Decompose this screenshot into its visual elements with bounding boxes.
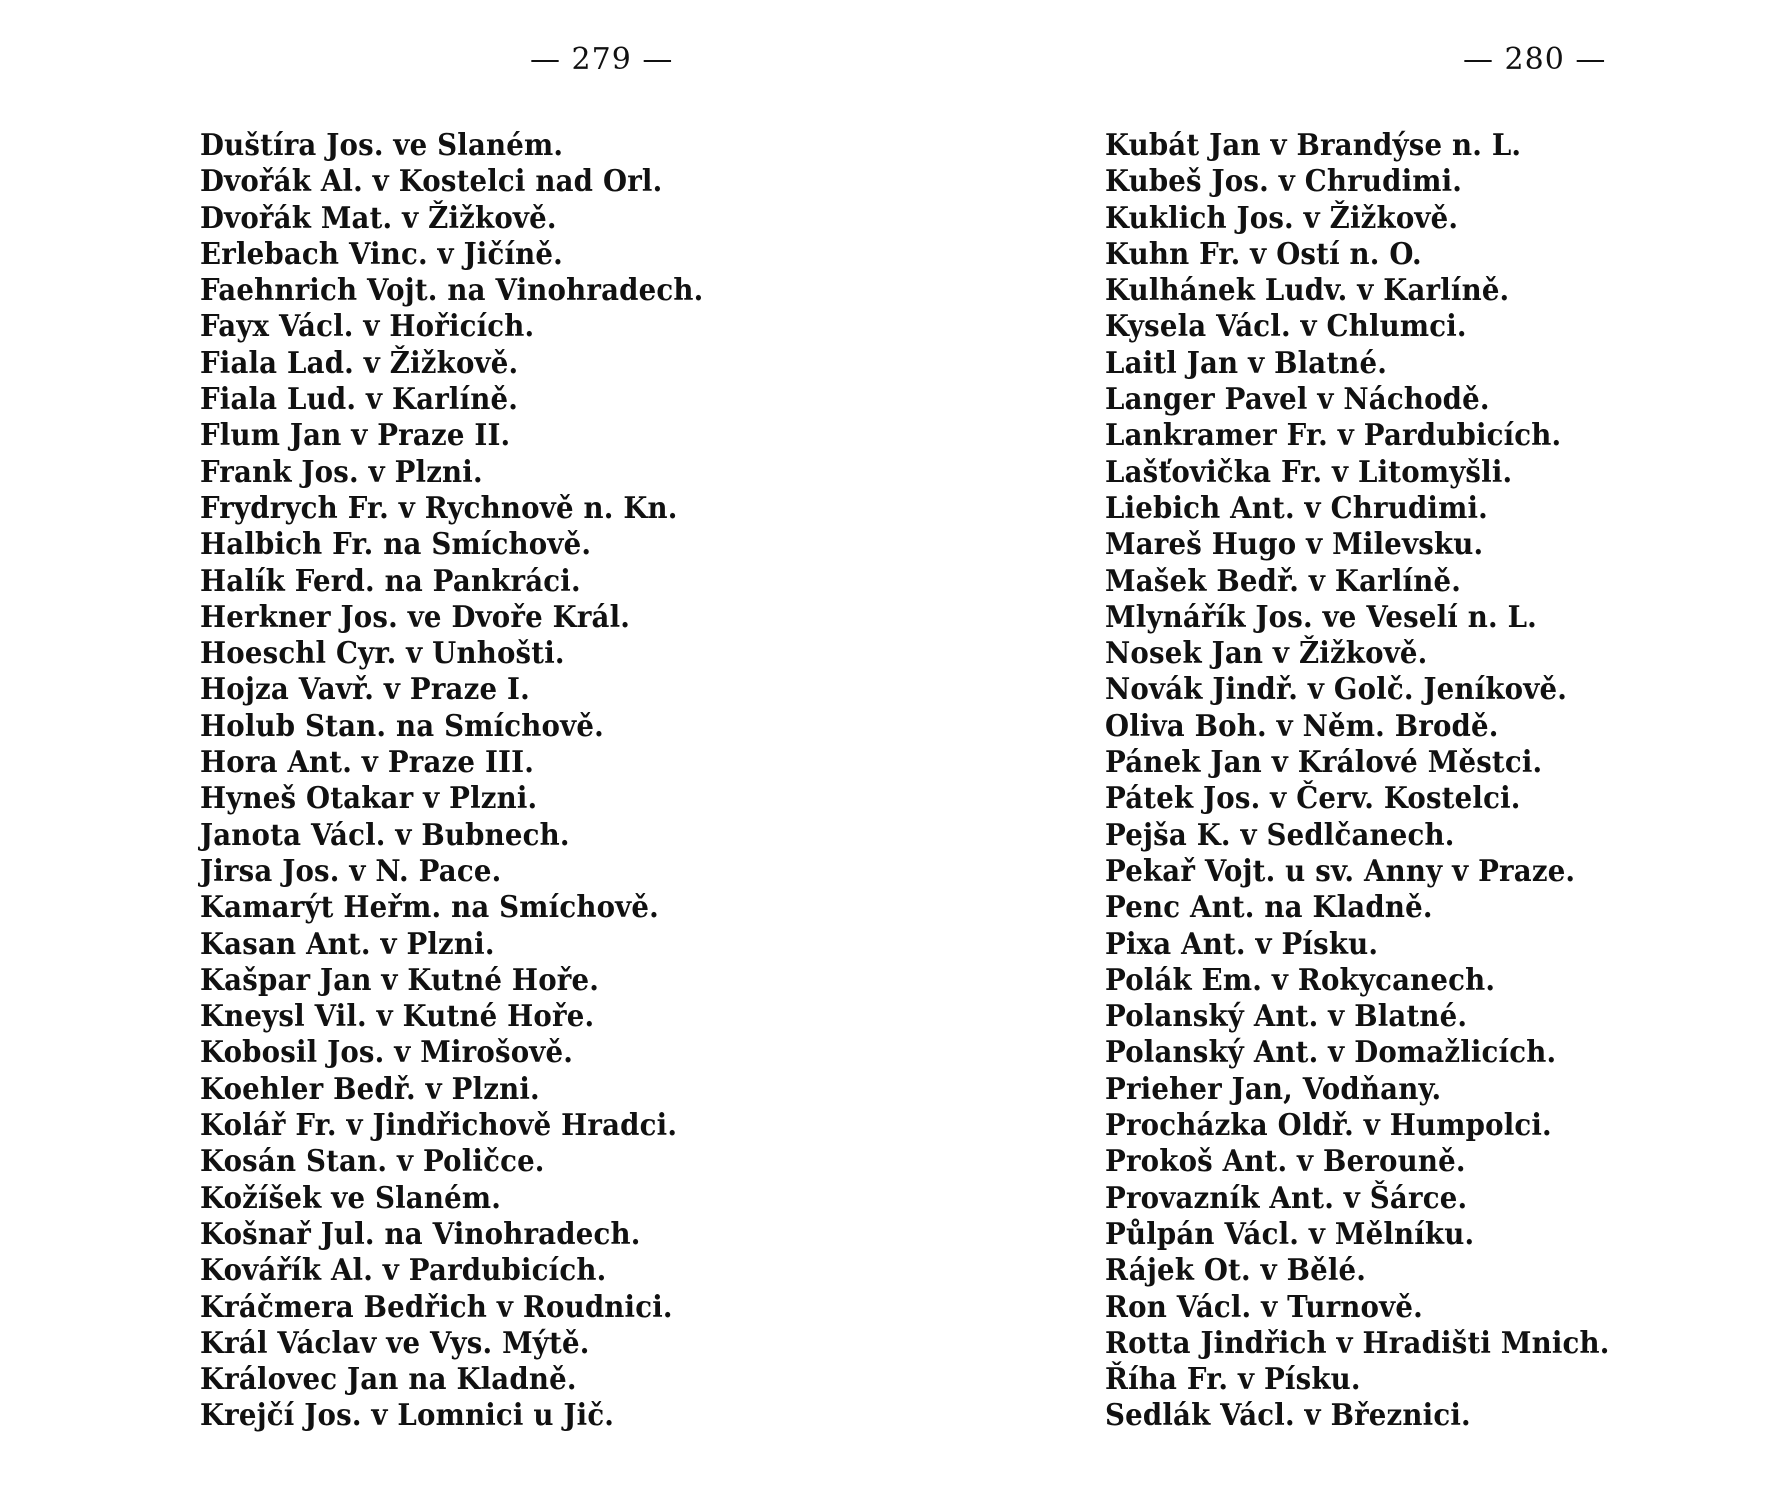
list-item: Nosek Jan v Žižkově.	[1105, 636, 1428, 672]
list-item: Lankramer Fr. v Pardubicích.	[1105, 418, 1562, 454]
list-item: Flum Jan v Praze II.	[200, 418, 511, 454]
list-item: Mašek Bedř. v Karlíně.	[1105, 563, 1461, 599]
list-item: Kolář Fr. v Jindřichově Hradci.	[200, 1108, 678, 1144]
page-number: — 280 —	[1463, 42, 1607, 77]
list-item: Kneysl Vil. v Kutné Hoře.	[200, 999, 595, 1035]
list-item: Královec Jan na Kladně.	[200, 1362, 577, 1398]
list-item: Říha Fr. v Písku.	[1105, 1362, 1361, 1398]
list-item: Prokoš Ant. v Berouně.	[1105, 1144, 1466, 1180]
page-280	[895, 0, 1790, 1500]
list-item: Pejša K. v Sedlčanech.	[1105, 817, 1455, 853]
list-item: Kysela Václ. v Chlumci.	[1105, 309, 1467, 345]
list-item: Rájek Ot. v Bělé.	[1105, 1253, 1367, 1289]
list-item: Frank Jos. v Plzni.	[200, 454, 483, 490]
list-item: Pixa Ant. v Písku.	[1105, 926, 1379, 962]
list-item: Mlynářík Jos. ve Veselí n. L.	[1105, 599, 1537, 635]
list-item: Mareš Hugo v Milevsku.	[1105, 527, 1484, 563]
list-item: Hyneš Otakar v Plzni.	[200, 781, 538, 817]
list-item: Kuklich Jos. v Žižkově.	[1105, 200, 1459, 236]
list-item: Fiala Lud. v Karlíně.	[200, 382, 519, 418]
list-item: Kuhn Fr. v Ostí n. O.	[1105, 236, 1422, 272]
list-item: Hora Ant. v Praze III.	[200, 745, 535, 781]
name-list	[200, 128, 747, 1435]
list-item: Kubeš Jos. v Chrudimi.	[1105, 164, 1463, 200]
list-item: Krejčí Jos. v Lomnici u Jič.	[200, 1398, 615, 1434]
list-item: Hojza Vavř. v Praze I.	[200, 672, 530, 708]
list-item: Dvořák Al. v Kostelci nad Orl.	[200, 164, 663, 200]
list-item: Kulhánek Ludv. v Karlíně.	[1105, 273, 1510, 309]
page-number: — 279 —	[530, 42, 674, 77]
list-item: Kosán Stan. v Poličce.	[200, 1144, 545, 1180]
list-item: Kožíšek ve Slaném.	[200, 1180, 502, 1216]
list-item: Frydrych Fr. v Rychnově n. Kn.	[200, 490, 678, 526]
list-item: Polanský Ant. v Blatné.	[1105, 999, 1468, 1035]
list-item: Liebich Ant. v Chrudimi.	[1105, 490, 1488, 526]
list-item: Král Václav ve Vys. Mýtě.	[200, 1325, 590, 1361]
list-item: Kovářík Al. v Pardubicích.	[200, 1253, 607, 1289]
list-item: Půlpán Václ. v Mělníku.	[1105, 1216, 1475, 1252]
list-item: Oliva Boh. v Něm. Brodě.	[1105, 708, 1499, 744]
list-item: Hoeschl Cyr. v Unhošti.	[200, 636, 565, 672]
list-item: Kráčmera Bedřich v Roudnici.	[200, 1289, 673, 1325]
list-item: Jirsa Jos. v N. Pace.	[200, 853, 502, 889]
list-item: Duštíra Jos. ve Slaném.	[200, 128, 564, 163]
name-list	[1105, 128, 1653, 1435]
list-item: Holub Stan. na Smíchově.	[200, 708, 604, 744]
list-item: Faehnrich Vojt. na Vinohradech.	[200, 273, 704, 309]
list-item: Halbich Fr. na Smíchově.	[200, 527, 592, 563]
list-item: Laitl Jan v Blatné.	[1105, 345, 1388, 381]
list-item: Langer Pavel v Náchodě.	[1105, 382, 1490, 418]
list-item: Penc Ant. na Kladně.	[1105, 890, 1433, 926]
list-item: Kašpar Jan v Kutné Hoře.	[200, 962, 600, 998]
list-item: Kobosil Jos. v Mirošově.	[200, 1035, 574, 1071]
list-item: Polák Em. v Rokycanech.	[1105, 962, 1496, 998]
list-item: Sedlák Václ. v Březnici.	[1105, 1398, 1471, 1434]
list-item: Koehler Bedř. v Plzni.	[200, 1071, 540, 1107]
list-item: Herkner Jos. ve Dvoře Král.	[200, 599, 631, 635]
list-item: Kamarýt Heřm. na Smíchově.	[200, 890, 659, 926]
list-item: Novák Jindř. v Golč. Jeníkově.	[1105, 672, 1567, 708]
list-item: Fayx Václ. v Hořicích.	[200, 309, 535, 345]
list-item: Košnař Jul. na Vinohradech.	[200, 1216, 641, 1252]
list-item: Pánek Jan v Králové Městci.	[1105, 745, 1543, 781]
list-item: Provazník Ant. v Šárce.	[1105, 1180, 1468, 1216]
list-item: Lašťovička Fr. v Litomyšli.	[1105, 454, 1513, 490]
list-item: Pátek Jos. v Červ. Kostelci.	[1105, 781, 1521, 817]
list-item: Dvořák Mat. v Žižkově.	[200, 200, 557, 236]
list-item: Procházka Oldř. v Humpolci.	[1105, 1108, 1552, 1144]
list-item: Halík Ferd. na Pankráci.	[200, 563, 581, 599]
list-item: Erlebach Vinc. v Jičíně.	[200, 236, 563, 272]
list-item: Kubát Jan v Brandýse n. L.	[1105, 128, 1522, 163]
list-item: Polanský Ant. v Domažlicích.	[1105, 1035, 1557, 1071]
list-item: Fiala Lad. v Žižkově.	[200, 345, 519, 381]
list-item: Ron Václ. v Turnově.	[1105, 1289, 1423, 1325]
list-item: Kasan Ant. v Plzni.	[200, 926, 495, 962]
list-item: Pekař Vojt. u sv. Anny v Praze.	[1105, 853, 1576, 889]
list-item: Janota Václ. v Bubnech.	[200, 817, 570, 853]
list-item: Prieher Jan, Vodňany.	[1105, 1071, 1442, 1107]
list-item: Rotta Jindřich v Hradišti Mnich.	[1105, 1325, 1610, 1361]
